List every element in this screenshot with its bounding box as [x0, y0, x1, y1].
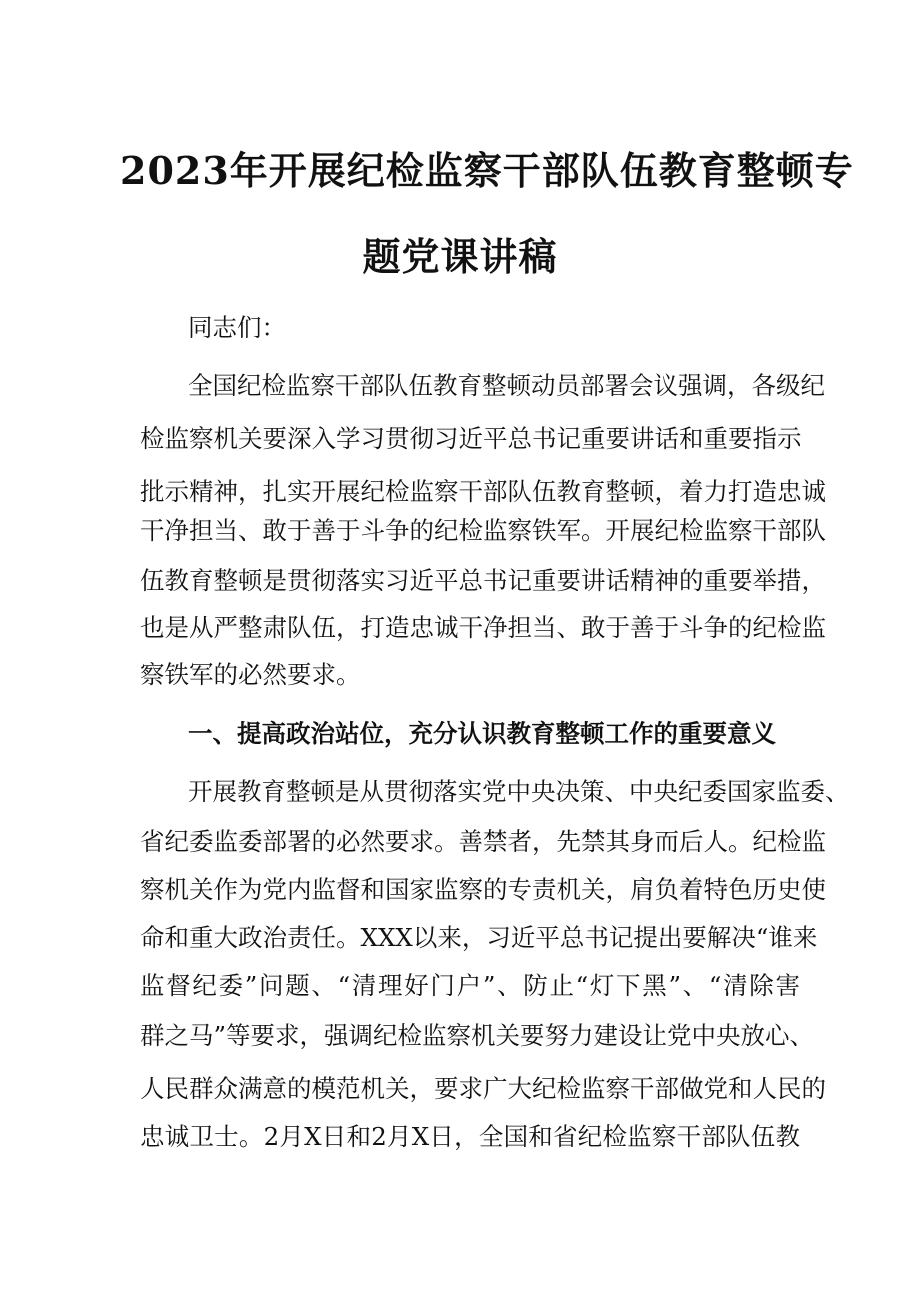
paragraph1-line-3: 批示精神，扎实开展纪检监察干部队伍教育整顿，着力打造忠诚: [140, 477, 826, 506]
paragraph2-line-1: 开展教育整顿是从贯彻落实党中央决策、中央纪委国家监委、: [188, 777, 850, 806]
paragraph2-line-4: 命和重大政治责任。XXX以来，习近平总书记提出要解决“谁来: [140, 923, 818, 952]
section-heading-1: 一、提高政治站位，充分认识教育整顿工作的重要意义: [188, 719, 776, 748]
paragraph1-line-7: 察铁军的必然要求。: [140, 660, 361, 689]
paragraph2-line-5: 监督纪委”问题、“清理好门户”、防止“灯下黑”、“清除害: [140, 971, 800, 1000]
salutation: 同志们：: [188, 313, 286, 342]
paragraph2-line-8: 忠诚卫士。2月X日和2月X日，全国和省纪检监察干部队伍教: [140, 1122, 800, 1151]
paragraph1-line-6: 也是从严整肃队伍，打造忠诚干净担当、敢于善于斗争的纪检监: [140, 613, 826, 642]
paragraph1-line-2: 检监察机关要深入学习贯彻习近平总书记重要讲话和重要指示: [140, 424, 802, 453]
paragraph2-line-3: 察机关作为党内监督和国家监察的专责机关，肩负着特色历史使: [140, 875, 826, 904]
paragraph2-line-7: 人民群众满意的模范机关，要求广大纪检监察干部做党和人民的: [140, 1074, 826, 1103]
paragraph1-line-1: 全国纪检监察干部队伍教育整顿动员部署会议强调，各级纪: [188, 371, 825, 400]
paragraph1-line-4: 干净担当、敢于善于斗争的纪检监察铁军。开展纪检监察干部队: [140, 516, 826, 545]
document-title-line-1: 2023年开展纪检监察干部队伍教育整顿专: [120, 148, 854, 193]
paragraph2-line-2: 省纪委监委部署的必然要求。善禁者，先禁其身而后人。纪检监: [140, 827, 826, 856]
paragraph1-line-5: 伍教育整顿是贯彻落实习近平总书记重要讲话精神的重要举措，: [140, 566, 826, 595]
document-title-line-2: 题党课讲稿: [362, 234, 558, 279]
paragraph2-line-6: 群之马”等要求，强调纪检监察机关要努力建设让党中央放心、: [140, 1021, 815, 1050]
